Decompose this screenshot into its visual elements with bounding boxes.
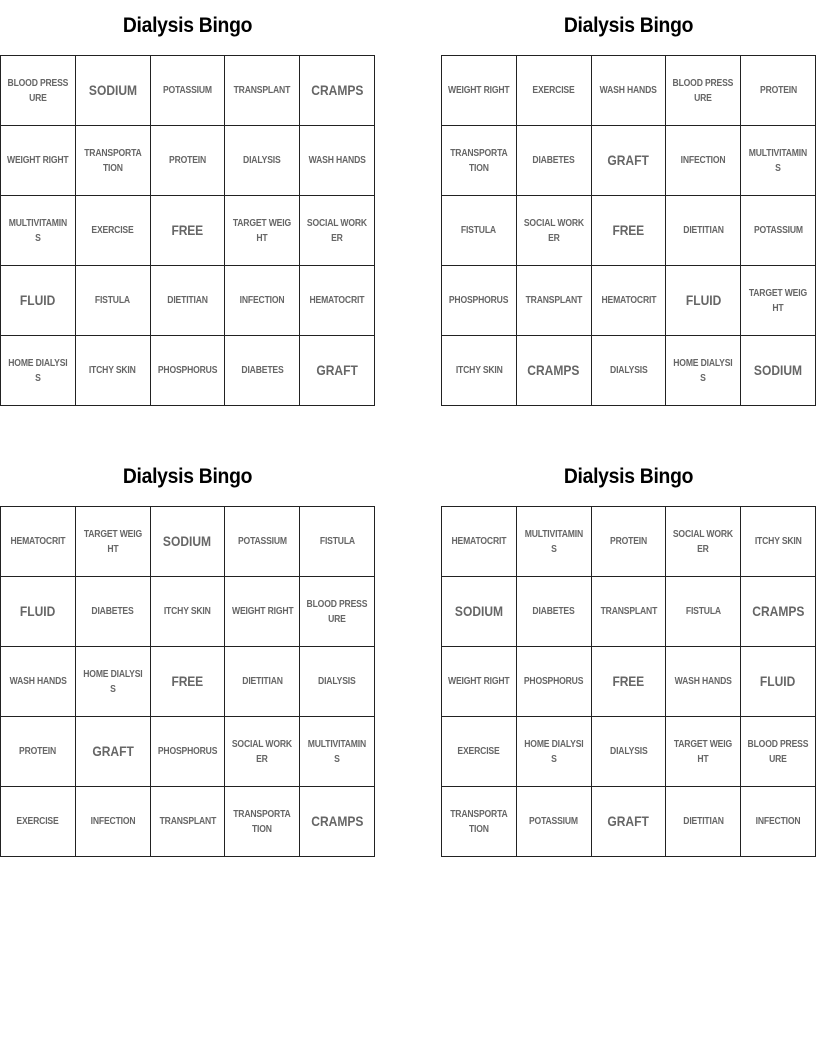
bingo-cell	[150, 336, 225, 406]
bingo-cell-label: SODIUM	[88, 82, 137, 98]
bingo-cell	[225, 56, 300, 126]
bingo-cell-label: INFECTION	[239, 295, 285, 306]
bingo-cell	[225, 266, 300, 336]
bingo-cell-label: DIABETES	[532, 606, 575, 617]
bingo-cell-label: MULTIVITAMINS	[524, 528, 583, 555]
free-space-cell	[591, 647, 666, 717]
bingo-cell-label: TRANSPORTATION	[450, 808, 508, 835]
bingo-row	[442, 56, 816, 126]
bingo-cell-label: FREE	[612, 222, 645, 238]
bingo-cell-label: HOME DIALYSIS	[83, 668, 143, 695]
bingo-cell-label: DIETITIAN	[683, 225, 724, 236]
bingo-cell-label: FREE	[612, 673, 645, 689]
bingo-row	[442, 507, 816, 577]
bingo-cell	[1, 507, 76, 577]
bingo-cell-label: SODIUM	[754, 362, 803, 378]
bingo-cell-label: PHOSPHORUS	[449, 295, 509, 306]
bingo-cell	[516, 56, 591, 126]
bingo-cell	[741, 196, 816, 266]
bingo-cell	[300, 336, 375, 406]
bingo-cell	[666, 196, 741, 266]
bingo-cell	[225, 507, 300, 577]
bingo-cell-label: HEMATOCRIT	[10, 536, 66, 547]
bingo-cell-label: POTASSIUM	[753, 225, 803, 236]
bingo-cell	[442, 577, 517, 647]
bingo-cell-label: PROTEIN	[168, 155, 207, 166]
bingo-cell	[591, 577, 666, 647]
bingo-cell	[300, 787, 375, 857]
bingo-cell-label: EXERCISE	[457, 746, 500, 757]
bingo-cell	[442, 56, 517, 126]
bingo-cell-label: TARGET WEIGHT	[233, 217, 292, 244]
bingo-cell-label: CRAMPS	[751, 603, 805, 619]
bingo-cell	[741, 787, 816, 857]
bingo-cell	[516, 126, 591, 196]
bingo-cell-label: HEMATOCRIT	[309, 295, 365, 306]
bingo-cell-label: TRANSPLANT	[525, 295, 582, 306]
card-title: Dialysis Bingo	[563, 14, 694, 37]
bingo-cell	[666, 266, 741, 336]
bingo-cell-label: DIETITIAN	[167, 295, 208, 306]
bingo-cell-label: INFECTION	[755, 816, 801, 827]
bingo-cell-label: HEMATOCRIT	[451, 536, 507, 547]
bingo-grid	[0, 55, 375, 406]
bingo-cell-label: POTASSIUM	[529, 816, 579, 827]
bingo-cell	[741, 577, 816, 647]
bingo-cell	[1, 266, 76, 336]
bingo-cell	[741, 507, 816, 577]
bingo-cell-label: GRAFT	[316, 362, 358, 378]
bingo-cell-label: FLUID	[20, 292, 56, 308]
bingo-cell	[75, 507, 150, 577]
bingo-cell	[150, 787, 225, 857]
bingo-grid	[0, 506, 375, 857]
bingo-cell	[741, 336, 816, 406]
bingo-cell-label: SODIUM	[163, 533, 212, 549]
bingo-cell	[442, 266, 517, 336]
free-space-cell	[150, 196, 225, 266]
bingo-cell	[442, 196, 517, 266]
bingo-cell-label: FISTULA	[95, 295, 131, 306]
bingo-cell	[225, 126, 300, 196]
bingo-cell-label: CRAMPS	[310, 813, 364, 829]
bingo-cell	[75, 647, 150, 717]
bingo-cell-label: PROTEIN	[19, 746, 57, 757]
bingo-cell-label: PHOSPHORUS	[157, 365, 218, 376]
bingo-cell	[666, 336, 741, 406]
bingo-cell-label: FISTULA	[685, 606, 721, 617]
bingo-cell-label: INFECTION	[90, 816, 136, 827]
bingo-row	[1, 647, 375, 717]
bingo-cell	[516, 577, 591, 647]
bingo-cell	[75, 56, 150, 126]
bingo-cell	[300, 507, 375, 577]
bingo-cell	[225, 717, 300, 787]
bingo-cell-label: WASH HANDS	[599, 85, 658, 96]
bingo-cell-label: DIETITIAN	[242, 676, 283, 687]
bingo-cell-label: HOME DIALYSIS	[524, 738, 584, 765]
free-space-cell	[591, 196, 666, 266]
bingo-cell-label: BLOOD PRESSURE	[7, 77, 69, 104]
bingo-row	[1, 717, 375, 787]
bingo-cell	[150, 577, 225, 647]
bingo-cell-label: WASH HANDS	[674, 676, 732, 687]
card-title: Dialysis Bingo	[563, 465, 694, 488]
bingo-cell-label: TARGET WEIGHT	[674, 738, 733, 765]
bingo-cell	[591, 266, 666, 336]
bingo-cell-label: HOME DIALYSIS	[8, 357, 68, 384]
bingo-cell-label: PROTEIN	[759, 85, 797, 96]
bingo-cell	[666, 647, 741, 717]
bingo-cell	[442, 787, 517, 857]
bingo-cell	[300, 126, 375, 196]
bingo-cell-label: ITCHY SKIN	[754, 536, 802, 547]
bingo-cell-label: DIALYSIS	[609, 365, 648, 376]
bingo-grid	[441, 55, 816, 406]
bingo-cell-label: EXERCISE	[532, 85, 575, 96]
bingo-cell-label: PROTEIN	[609, 536, 648, 547]
bingo-cell	[300, 56, 375, 126]
bingo-row	[442, 577, 816, 647]
card-title: Dialysis Bingo	[122, 14, 253, 37]
bingo-grid	[441, 506, 816, 857]
bingo-row	[1, 336, 375, 406]
bingo-cell	[1, 787, 76, 857]
bingo-cell	[591, 336, 666, 406]
bingo-cell-label: HOME DIALYSIS	[673, 357, 733, 384]
bingo-cell-label: WEIGHT RIGHT	[448, 676, 510, 687]
bingo-row	[1, 577, 375, 647]
bingo-cell	[1, 336, 76, 406]
bingo-cell-label: TRANSPORTATION	[84, 147, 142, 174]
bingo-cell-label: POTASSIUM	[163, 85, 212, 96]
bingo-cell-label: WASH HANDS	[9, 676, 67, 687]
bingo-cell	[442, 717, 517, 787]
bingo-cell	[75, 266, 150, 336]
bingo-cell	[516, 787, 591, 857]
bingo-cell-label: FLUID	[685, 292, 722, 308]
bingo-cell	[666, 507, 741, 577]
bingo-row	[442, 126, 816, 196]
bingo-cell-label: TRANSPLANT	[600, 606, 657, 617]
bingo-cell	[591, 56, 666, 126]
bingo-cell-label: FREE	[171, 222, 204, 238]
bingo-row	[442, 787, 816, 857]
bingo-cell	[75, 336, 150, 406]
bingo-cell	[300, 577, 375, 647]
bingo-cell-label: DIALYSIS	[609, 746, 648, 757]
bingo-cell-label: GRAFT	[607, 813, 650, 829]
bingo-cell	[225, 647, 300, 717]
bingo-cell-label: SODIUM	[454, 603, 503, 619]
bingo-cell-label: WEIGHT RIGHT	[231, 606, 294, 617]
bingo-cell	[225, 577, 300, 647]
bingo-cell-label: PHOSPHORUS	[523, 676, 584, 687]
bingo-cell-label: FISTULA	[461, 225, 497, 236]
bingo-cell-label: SOCIAL WORKER	[673, 528, 734, 555]
bingo-cell-label: MULTIVITAMINS	[748, 147, 808, 174]
bingo-cell-label: PHOSPHORUS	[157, 746, 218, 757]
bingo-cell-label: ITCHY SKIN	[164, 606, 211, 617]
bingo-cell	[516, 647, 591, 717]
bingo-cell	[516, 717, 591, 787]
bingo-cell-label: ITCHY SKIN	[89, 365, 137, 376]
bingo-cell-label: DIALYSIS	[243, 155, 282, 166]
bingo-cell	[442, 507, 517, 577]
bingo-cell	[75, 787, 150, 857]
bingo-cell-label: WASH HANDS	[308, 155, 366, 166]
bingo-cell-label: DIABETES	[532, 155, 575, 166]
bingo-cell-label: SOCIAL WORKER	[523, 217, 584, 244]
bingo-cell	[666, 126, 741, 196]
bingo-cell-label: BLOOD PRESSURE	[306, 598, 368, 625]
bingo-cell	[516, 266, 591, 336]
bingo-cell	[741, 647, 816, 717]
bingo-cell	[741, 56, 816, 126]
bingo-cell-label: DIALYSIS	[318, 676, 356, 687]
bingo-cell	[300, 266, 375, 336]
bingo-cell-label: EXERCISE	[16, 816, 59, 827]
bingo-cell-label: DIABETES	[241, 365, 284, 376]
bingo-cell-label: WEIGHT RIGHT	[7, 155, 69, 166]
bingo-cell	[300, 196, 375, 266]
bingo-row	[1, 196, 375, 266]
bingo-row	[442, 647, 816, 717]
bingo-cell	[150, 507, 225, 577]
bingo-cell	[300, 647, 375, 717]
bingo-cell-label: FLUID	[760, 673, 796, 689]
bingo-cell	[591, 787, 666, 857]
card-title: Dialysis Bingo	[122, 465, 253, 488]
bingo-cell-label: HEMATOCRIT	[601, 295, 656, 306]
bingo-cell	[741, 717, 816, 787]
bingo-cell-label: TRANSPLANT	[233, 85, 291, 96]
bingo-cell	[741, 266, 816, 336]
bingo-cell	[1, 717, 76, 787]
bingo-cell	[150, 126, 225, 196]
bingo-row	[1, 56, 375, 126]
bingo-cell-label: TARGET WEIGHT	[749, 287, 808, 314]
bingo-cell	[1, 56, 76, 126]
bingo-cell	[666, 56, 741, 126]
bingo-cell	[1, 577, 76, 647]
bingo-cell-label: SOCIAL WORKER	[232, 738, 293, 765]
bingo-cell	[442, 336, 517, 406]
bingo-cell-label: GRAFT	[91, 743, 134, 759]
bingo-cell-label: WEIGHT RIGHT	[448, 85, 510, 96]
bingo-cell-label: DIETITIAN	[683, 816, 724, 827]
bingo-row	[1, 266, 375, 336]
bingo-cell-label: INFECTION	[680, 155, 726, 166]
bingo-cell	[516, 507, 591, 577]
bingo-cell-label: BLOOD PRESSURE	[747, 738, 809, 765]
bingo-cell-label: TRANSPLANT	[159, 816, 216, 827]
bingo-cell	[741, 126, 816, 196]
bingo-cell	[1, 647, 76, 717]
bingo-cell-label: CRAMPS	[310, 82, 364, 98]
bingo-cell	[225, 336, 300, 406]
bingo-cell-label: ITCHY SKIN	[455, 365, 503, 376]
bingo-row	[1, 507, 375, 577]
bingo-cell	[75, 577, 150, 647]
bingo-cell	[442, 647, 517, 717]
bingo-cell	[300, 717, 375, 787]
bingo-cell	[75, 196, 150, 266]
bingo-cell-label: TRANSPORTATION	[450, 147, 508, 174]
bingo-cell-label: MULTIVITAMINS	[307, 738, 367, 765]
bingo-cell	[666, 787, 741, 857]
bingo-cell	[516, 336, 591, 406]
bingo-cell-label: FREE	[171, 673, 204, 689]
bingo-cell-label: FLUID	[20, 603, 56, 619]
bingo-row	[442, 717, 816, 787]
bingo-cell-label: MULTIVITAMINS	[8, 217, 68, 244]
bingo-cell	[75, 717, 150, 787]
bingo-cell	[591, 507, 666, 577]
bingo-cell-label: EXERCISE	[91, 225, 134, 236]
bingo-row	[442, 336, 816, 406]
bingo-cell	[150, 717, 225, 787]
bingo-cell-label: CRAMPS	[527, 362, 580, 378]
bingo-cell-label: DIABETES	[91, 606, 134, 617]
bingo-cell-label: GRAFT	[607, 152, 650, 168]
bingo-cell	[150, 266, 225, 336]
bingo-cell	[666, 717, 741, 787]
bingo-cell	[1, 196, 76, 266]
bingo-cell-label: FISTULA	[319, 536, 355, 547]
bingo-cell	[591, 717, 666, 787]
bingo-cell	[150, 56, 225, 126]
bingo-cell	[75, 126, 150, 196]
bingo-row	[442, 266, 816, 336]
bingo-cell	[225, 196, 300, 266]
bingo-cell	[666, 577, 741, 647]
bingo-cell-label: TARGET WEIGHT	[83, 528, 142, 555]
bingo-row	[1, 126, 375, 196]
bingo-cell-label: TRANSPORTATION	[233, 808, 291, 835]
bingo-cell-label: SOCIAL WORKER	[307, 217, 368, 244]
bingo-cell-label: BLOOD PRESSURE	[672, 77, 734, 104]
bingo-cell	[591, 126, 666, 196]
bingo-row	[1, 787, 375, 857]
bingo-cell	[1, 126, 76, 196]
bingo-row	[442, 196, 816, 266]
bingo-cell	[225, 787, 300, 857]
free-space-cell	[150, 647, 225, 717]
bingo-cell	[442, 126, 517, 196]
bingo-cell	[516, 196, 591, 266]
bingo-cell-label: POTASSIUM	[237, 536, 287, 547]
